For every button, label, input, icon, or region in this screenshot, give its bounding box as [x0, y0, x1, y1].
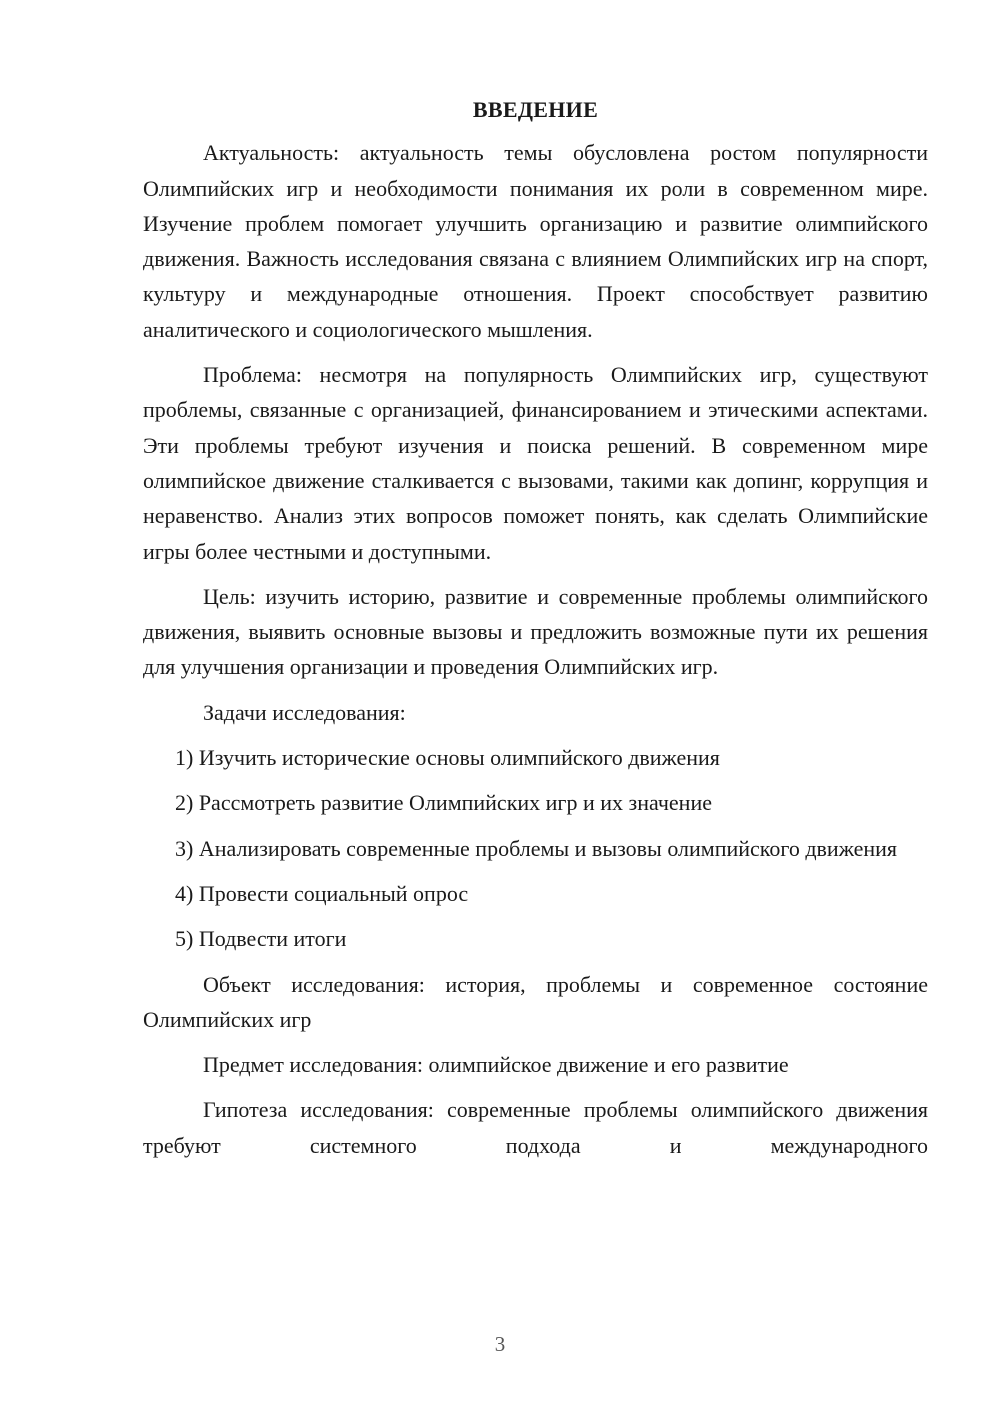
relevance-paragraph: Актуальность: актуальность темы обусловлена ростом популярности Олимпийских игр и необходимости понимания их роли в современном мире. Изучение проблем помогает улучшить организацию и развитие олимпийского движения. Важность исследования связана с влиянием Олимпийских игр на спорт, культуру и международные отношения. Проект способствует развитию аналитического и социологического мышления. — [143, 140, 928, 342]
object-paragraph: Объект исследования: история, проблемы и современное состояние Олимпийских игр — [143, 971, 928, 1032]
tasks-title: Задачи исследования: — [203, 699, 406, 725]
task-item: 1) Изучить исторические основы олимпийского движения — [175, 745, 720, 771]
page-number: 3 — [494, 1332, 506, 1356]
task-item: 5) Подвести итоги — [175, 926, 347, 952]
page-content — [143, 92, 928, 1163]
task-item: 3) Анализировать современные проблемы и вызовы олимпийского движения — [175, 835, 898, 861]
goal-paragraph: Цель: изучить историю, развитие и современные проблемы олимпийского движения, выявить основные вызовы и предложить возможные пути их решения для улучшения организации и проведения Олимпийских игр. — [143, 583, 928, 680]
task-item: 4) Провести социальный опрос — [175, 880, 469, 906]
hypothesis-paragraph: Гипотеза исследования: современные проблемы олимпийского движения требуют системного подхода и международного — [143, 1097, 928, 1158]
problem-paragraph: Проблема: несмотря на популярность Олимпийских игр, существуют проблемы, связанные с организацией, финансированием и этическими аспектами. Эти проблемы требуют изучения и поиска решений. В современном мире олимпийское движение сталкивается с вызовами, такими как допинг, коррупция и неравенство. Анализ этих вопросов поможет понять, как сделать Олимпийские игры более честными и доступными. — [143, 362, 928, 564]
task-item: 2) Рассмотреть развитие Олимпийских игр и их значение — [175, 790, 712, 816]
subject-paragraph: Предмет исследования: олимпийское движение и его развитие — [203, 1052, 789, 1078]
section-heading: ВВЕДЕНИЕ — [472, 97, 599, 122]
